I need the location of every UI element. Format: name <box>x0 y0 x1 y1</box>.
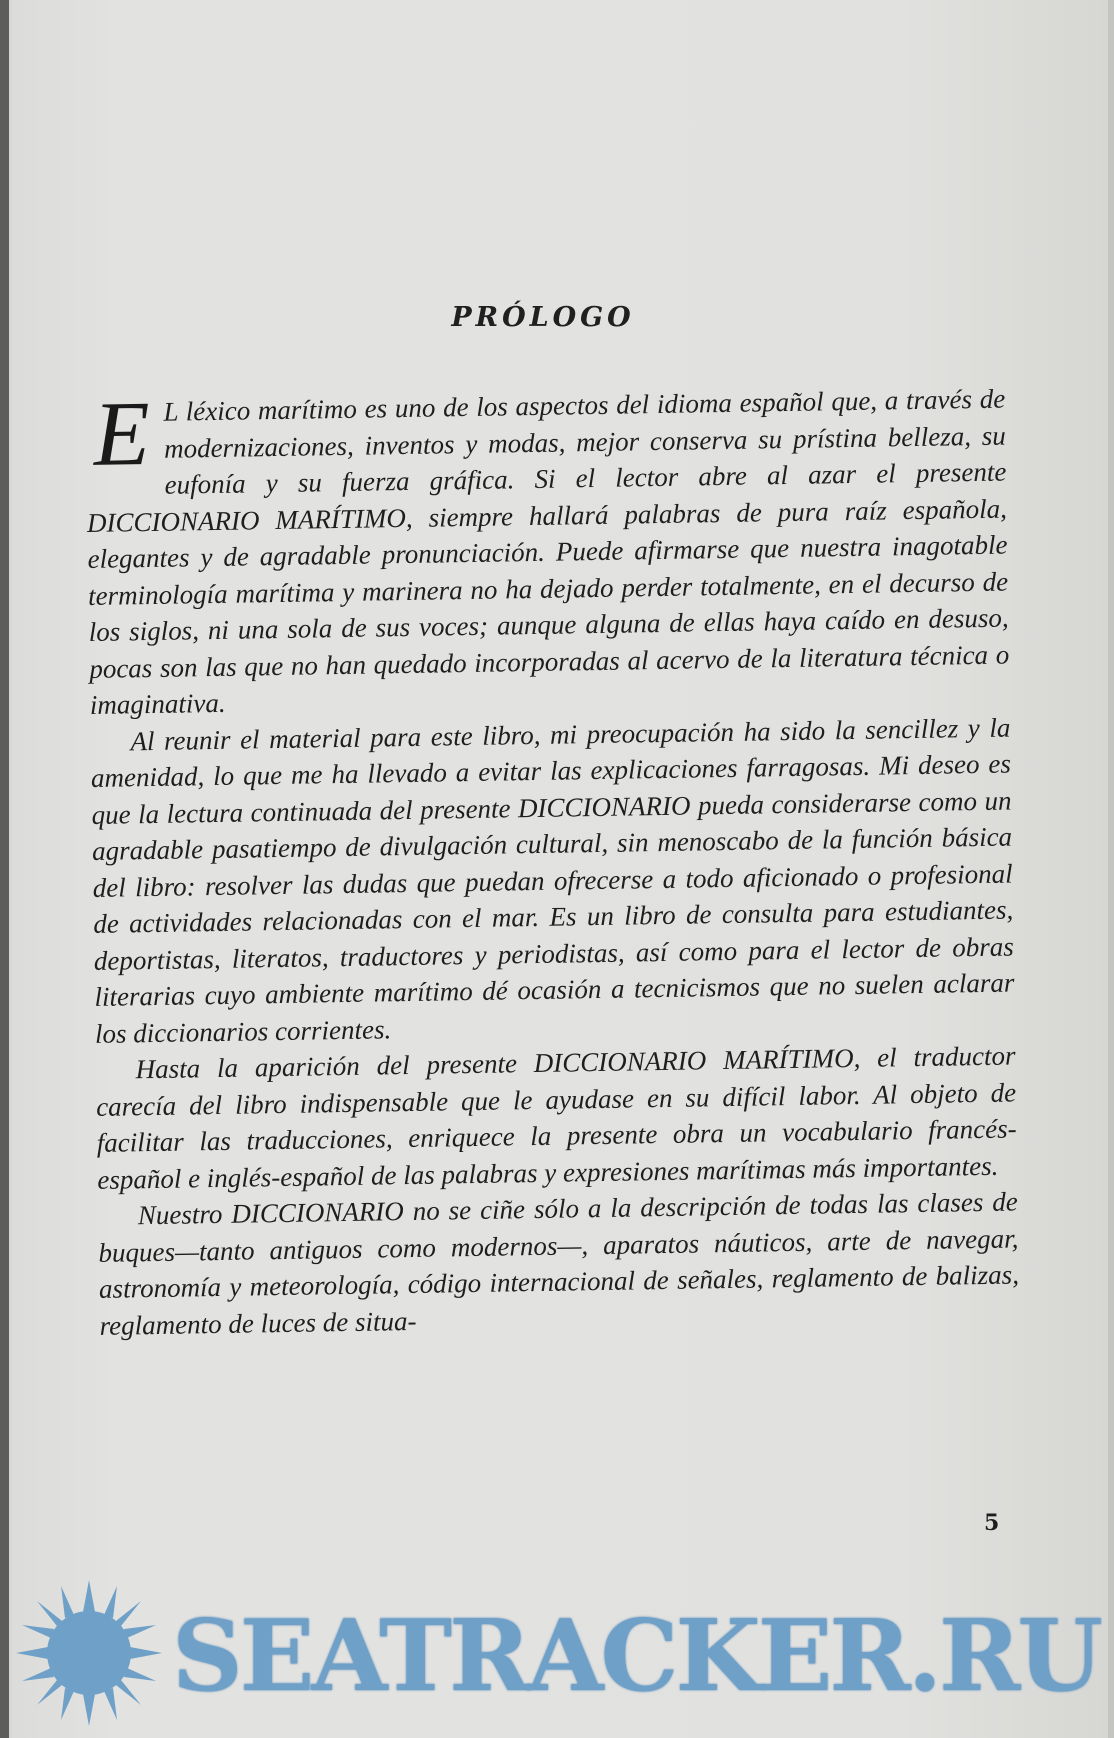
page-binding-shadow <box>0 0 9 1738</box>
body-text <box>85 381 1020 1344</box>
watermark-text: SEATRACKER.RU <box>172 1599 1100 1714</box>
paragraph-3: Hasta la aparición del presente DICCIONARIO MARÍTIMO, el traductor carecía del libro indispensable que le ayudase en su difícil labor. Al objeto de facilitar las traducciones, enriquece la presente obra un vocabulario francés-español e inglés-español de las palabras y expresiones marítimas más importantes. <box>95 1040 1017 1195</box>
paragraph-1-text: L léxico marítimo es uno de los aspectos del idioma español que, a través de modernizaciones, inventos y modas, mejor conserva su prístina belleza, su eufonía y su fuerza gráfica. Si el lector abre al azar el presente DICCIONARIO MARÍTIMO, siempre hallará palabras de pura raíz española, elegantes y de agradable pronunciación. Puede afirmarse que nuestra inagotable terminología marítima y marinera no ha dejado perder totalmente, en el decurso de los siglos, ni una sola de sus voces; aunque alguna de ellas haya caído en desuso, pocas son las que no han quedado incorporadas al acervo de la literatura técnica o imaginativa. <box>86 383 1010 720</box>
paragraph-2: Al reunir el material para este libro, mi preocupación ha sido la sencillez y la amenidad, lo que me ha llevado a evitar las explicaciones farragosas. Mi deseo es que la lectura continuada del presente DICCIONARIO pueda considerarse como un agradable pasatiempo de divulgación cultural, sin menoscabo de la función básica del libro: resolver las dudas que puedan ofrecerse a todo aficionado o profesional de actividades relacionadas con el mar. Es un libro de consulta para estudiantes, deportistas, literatos, traductores y periodistas, así como para el lector de obras literarias cuyo ambiente marítimo dé ocasión a tecnicismos que no suelen aclarar los diccionarios corrientes. <box>90 712 1015 1049</box>
drop-cap: E <box>92 381 151 485</box>
page-number: 5 <box>984 1510 1000 1536</box>
paragraph-4: Nuestro DICCIONARIO no se ciñe sólo a la descripción de todas las clases de buques—tanto antiguos como modernos—, aparatos náuticos, arte de navegar, astronomía y meteorología, código internacional de señales, reglamento de balizas, reglamento de luces de situa- <box>98 1186 1020 1341</box>
chapter-title: PRÓLOGO <box>451 302 635 333</box>
sun-logo-icon <box>14 1578 164 1728</box>
paragraph-1 <box>85 381 1010 724</box>
page-edge <box>1108 0 1114 1738</box>
